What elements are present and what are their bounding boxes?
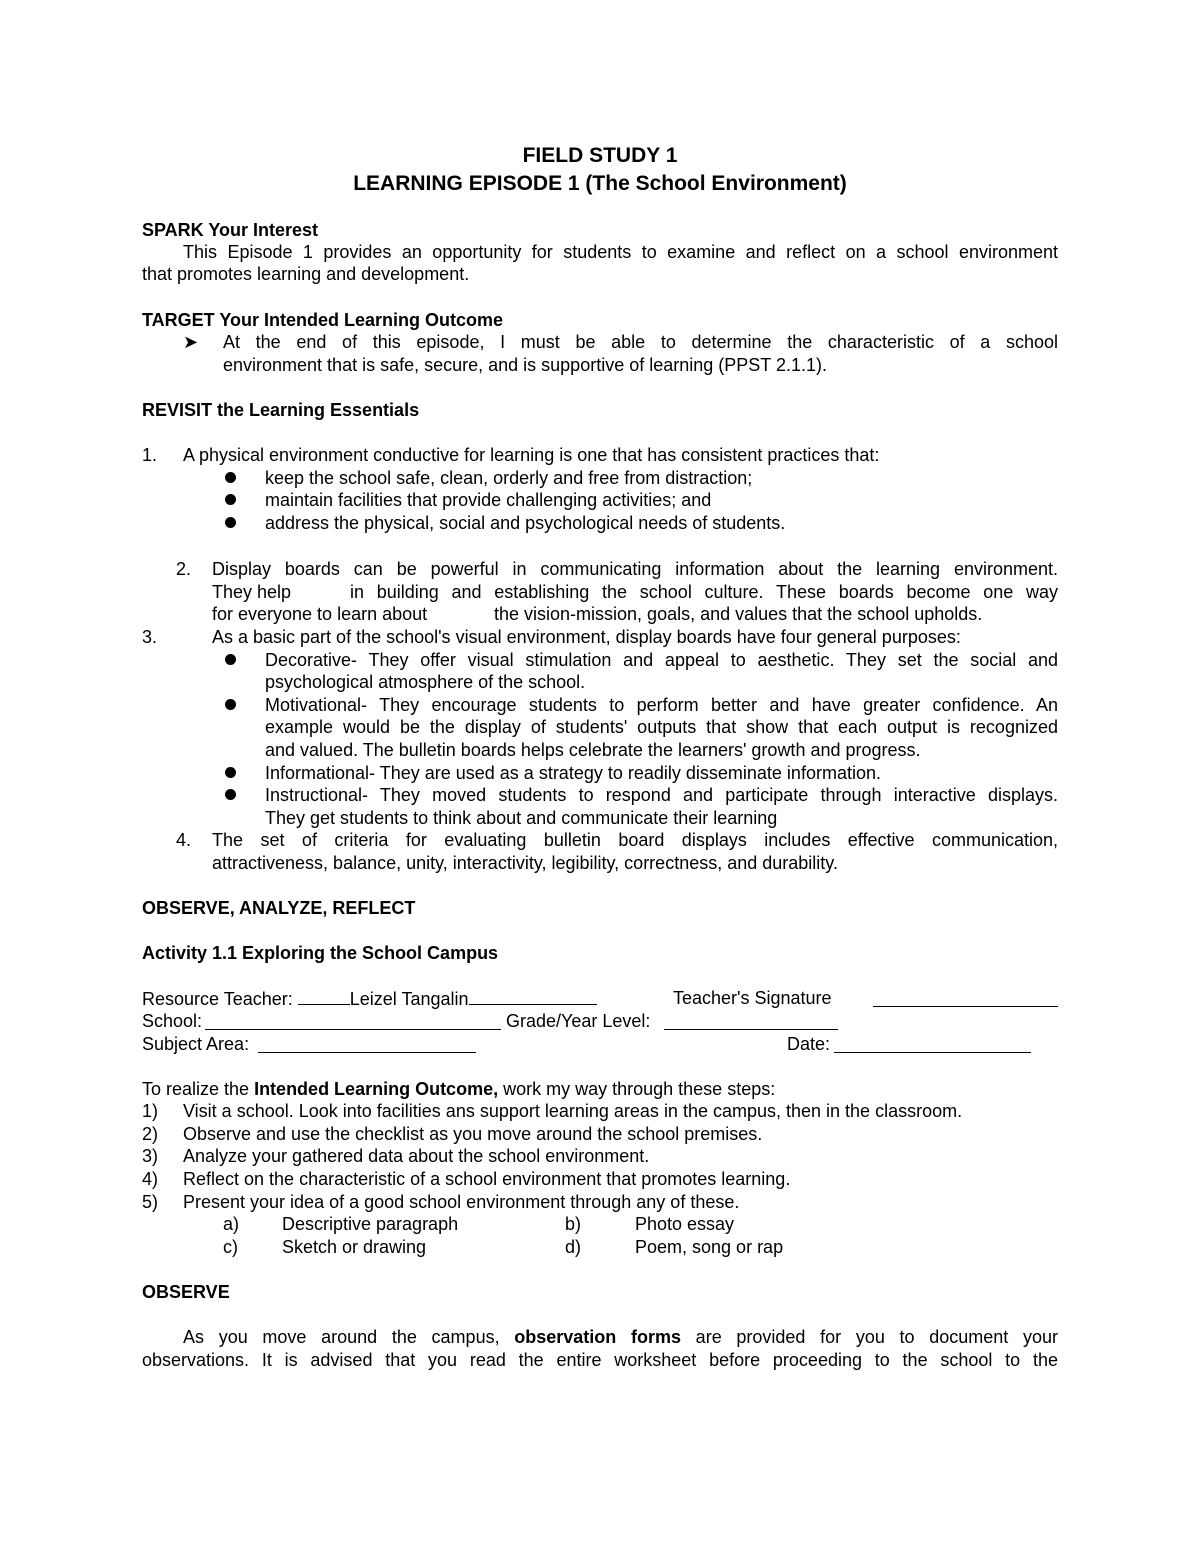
steps-intro-part1: To realize the (142, 1079, 255, 1099)
item1-bullet-1: keep the school safe, clean, orderly and free from distraction; (265, 468, 753, 488)
signature-label: Teacher's Signature (673, 988, 832, 1008)
signature-field[interactable] (873, 989, 1058, 1007)
grade-level-label: Grade/Year Level: (506, 1011, 651, 1031)
item4-line1: The set of criteria for evaluating bulletin board displays includes effective communication, (212, 830, 1058, 850)
oar-heading: OBSERVE, ANALYZE, REFLECT (142, 898, 416, 918)
step-text: Present your idea of a good school environment through any of these. (183, 1192, 740, 1212)
arrow-bullet-icon: ➤ (183, 332, 199, 352)
item3-informational-line1: Informational- They are used as a strategy to readily disseminate information. (265, 763, 881, 783)
option-text: Descriptive paragraph (282, 1214, 459, 1234)
school-field[interactable] (205, 1012, 501, 1030)
step-number: 1) (142, 1101, 159, 1121)
doc-title-line2: LEARNING EPISODE 1 (The School Environment) (353, 172, 847, 195)
steps-intro (142, 1078, 775, 1100)
date-field[interactable] (834, 1035, 1031, 1053)
item2-number: 2. (176, 559, 192, 579)
spark-heading: SPARK Your Interest (142, 220, 319, 240)
item3-instructional-line2: They get students to think about and communicate their learning (265, 808, 778, 828)
bullet-dot-icon (225, 699, 236, 710)
item1-bullet-3: address the physical, social and psychological needs of students. (265, 513, 786, 533)
bullet-dot-icon (225, 654, 236, 665)
item1-bullet-2: maintain facilities that provide challenging activities; and (265, 490, 712, 510)
observe-line1 (183, 1326, 1058, 1348)
blank-line (298, 987, 350, 1005)
bullet-dot-icon (225, 472, 236, 483)
item4-line2: attractiveness, balance, unity, interactivity, legibility, correctness, and durability. (212, 853, 838, 873)
item3-decorative-line1: Decorative- They offer visual stimulation and appeal to aesthetic. They set the social and (265, 650, 1058, 670)
option-letter: b) (565, 1214, 582, 1234)
blank-line (469, 987, 597, 1005)
item2-line2a: They help (212, 582, 292, 602)
item3-motivational-line3: and valued. The bulletin boards helps celebrate the learners' growth and progress. (265, 740, 921, 760)
item3-number: 3. (142, 627, 158, 647)
item2-line3a: for everyone to learn about (212, 604, 428, 624)
resource-teacher-label: Resource Teacher: (142, 989, 298, 1009)
revisit-heading: REVISIT the Learning Essentials (142, 400, 420, 420)
observe-heading: OBSERVE (142, 1282, 230, 1302)
subject-area-field[interactable] (258, 1035, 476, 1053)
option-letter: a) (223, 1214, 240, 1234)
step-number: 3) (142, 1146, 159, 1166)
item2-line3b: the vision-mission, goals, and values that the school upholds. (494, 604, 983, 624)
observe-line2: observations. It is advised that you read the entire worksheet before proceeding to the school to the (142, 1350, 1058, 1370)
bullet-dot-icon (225, 767, 236, 778)
item1-number: 1. (142, 445, 158, 465)
target-line2: environment that is safe, secure, and is supportive of learning (PPST 2.1.1). (223, 355, 827, 375)
observe-text-part2: are provided for you to document your (681, 1327, 1058, 1347)
bullet-dot-icon (225, 517, 236, 528)
option-letter: d) (565, 1237, 582, 1257)
item4-number: 4. (176, 830, 192, 850)
option-text: Sketch or drawing (282, 1237, 427, 1257)
steps-intro-emphasis: Intended Learning Outcome, (254, 1079, 499, 1099)
step-number: 2) (142, 1124, 159, 1144)
resource-teacher-row (142, 987, 597, 1010)
subject-area-label: Subject Area: (142, 1034, 250, 1054)
observe-text-part1: As you move around the campus, (183, 1327, 515, 1347)
step-number: 5) (142, 1192, 159, 1212)
spark-line2: that promotes learning and development. (142, 264, 470, 284)
target-heading: TARGET Your Intended Learning Outcome (142, 310, 504, 330)
item3-text: As a basic part of the school's visual environment, display boards have four general purposes: (212, 627, 961, 647)
spark-line1: This Episode 1 provides an opportunity for students to examine and reflect on a school environment (183, 242, 1058, 262)
date-label: Date: (787, 1034, 831, 1054)
grade-level-field[interactable] (664, 1012, 838, 1030)
school-label: School: (142, 1011, 203, 1031)
item1-text: A physical environment conductive for learning is one that has consistent practices that: (183, 445, 880, 465)
item3-motivational-line2: example would be the display of students' outputs that show that each output is recognized (265, 717, 1058, 737)
option-text: Poem, song or rap (635, 1237, 784, 1257)
step-text: Reflect on the characteristic of a school environment that promotes learning. (183, 1169, 791, 1189)
resource-teacher-value: Leizel Tangalin (349, 989, 469, 1009)
bullet-dot-icon (225, 494, 236, 505)
steps-intro-part2: work my way through these steps: (498, 1079, 776, 1099)
item3-decorative-line2: psychological atmosphere of the school. (265, 672, 586, 692)
item2-line2b: in building and establishing the school culture. These boards become one way (350, 582, 1058, 602)
item3-motivational-line1: Motivational- They encourage students to perform better and have greater confidence. An (265, 695, 1058, 715)
activity-heading: Activity 1.1 Exploring the School Campus (142, 943, 499, 963)
item2-line1: Display boards can be powerful in communicating information about the learning environment. (212, 559, 1058, 579)
option-letter: c) (223, 1237, 238, 1257)
option-text: Photo essay (635, 1214, 735, 1234)
doc-title-line1: FIELD STUDY 1 (522, 144, 678, 167)
bullet-dot-icon (225, 789, 236, 800)
step-number: 4) (142, 1169, 159, 1189)
step-text: Visit a school. Look into facilities ans support learning areas in the campus, then in the classroom. (183, 1101, 963, 1121)
step-text: Analyze your gathered data about the school environment. (183, 1146, 650, 1166)
step-text: Observe and use the checklist as you move around the school premises. (183, 1124, 763, 1144)
target-line1: At the end of this episode, I must be able to determine the characteristic of a school (223, 332, 1058, 352)
observe-text-emphasis: observation forms (514, 1327, 681, 1347)
item3-instructional-line1: Instructional- They moved students to respond and participate through interactive displays. (265, 785, 1058, 805)
